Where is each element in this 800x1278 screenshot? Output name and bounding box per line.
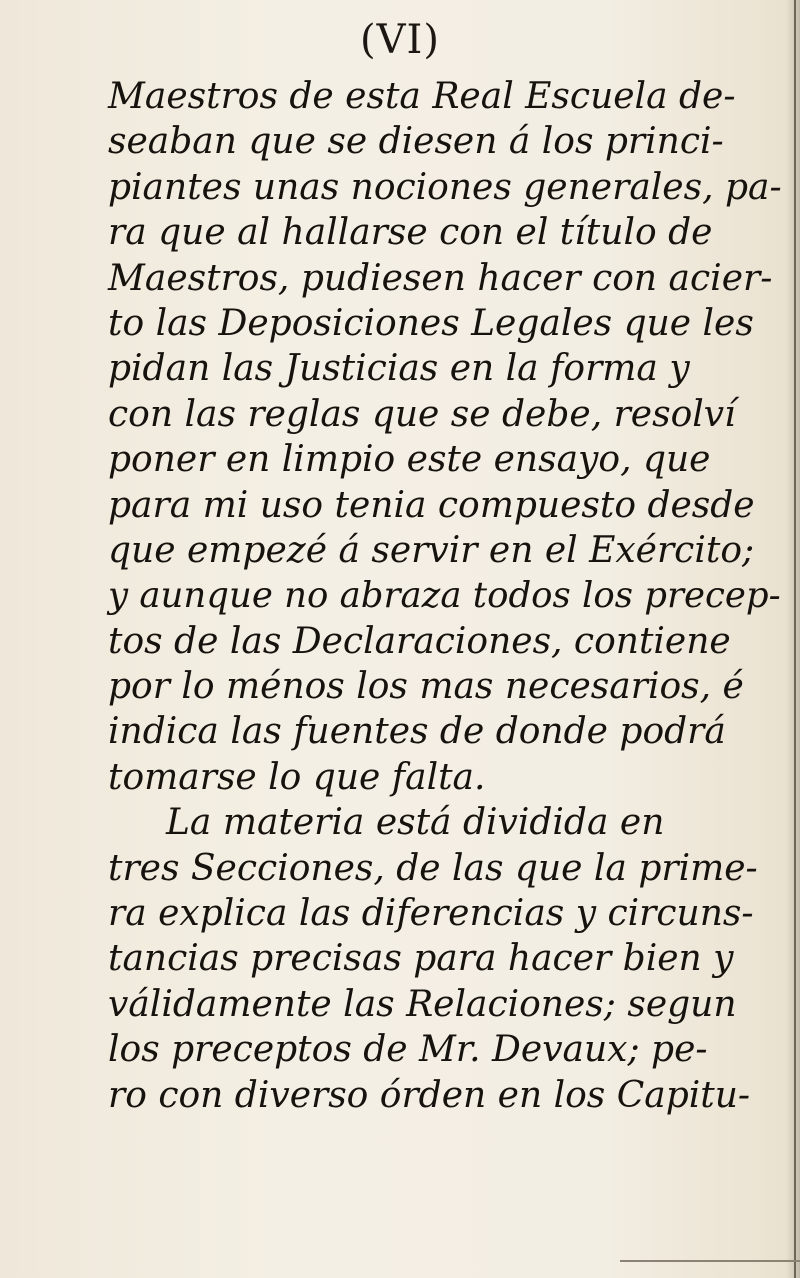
paragraph-first-line: La materia está dividida en (166, 802, 665, 844)
page-edge-line (794, 0, 796, 1278)
text-line: tancias precisas para hacer bien y (108, 938, 734, 980)
text-line: con las reglas que se debe, resolví (108, 393, 736, 435)
text-line: los preceptos de Mr. Devaux; pe- (108, 1029, 708, 1071)
text-line: que empezé á servir en el Exército; (108, 529, 755, 571)
text-line: tres Secciones, de las que la prime- (108, 847, 758, 889)
text-line: Maestros, pudiesen hacer con acier- (108, 257, 773, 299)
text-line: tomarse lo que falta. (108, 756, 486, 798)
text-line: piantes unas nociones generales, pa- (108, 166, 782, 208)
page-edge-shadow (786, 0, 800, 1278)
text-line: pidan las Justicias en la forma y (108, 348, 690, 390)
text-line: ro con diverso órden en los Capitu- (108, 1074, 751, 1116)
text-line: seaban que se diesen á los princi- (108, 121, 724, 163)
text-line: ra explica las diferencias y circuns- (108, 893, 754, 935)
body-text (108, 74, 788, 1118)
text-line: indica las fuentes de donde podrá (108, 711, 726, 753)
text-line: para mi uso tenia compuesto desde (108, 484, 755, 526)
text-line: Maestros de esta Real Escuela de- (108, 76, 736, 117)
text-line: válidamente las Relaciones; segun (108, 983, 737, 1025)
text-line: ra que al hallarse con el título de (108, 212, 713, 254)
text-line: poner en limpio este ensayo, que (108, 439, 711, 481)
page-number-header: (VI) (360, 17, 440, 63)
text-line: tos de las Declaraciones, contiene (108, 620, 731, 662)
text-line: to las Deposiciones Legales que les (108, 302, 754, 344)
page-bottom-edge (620, 1260, 800, 1262)
text-line: por lo ménos los mas necesarios, é (108, 666, 744, 708)
text-line: y aunque no abraza todos los precep- (108, 575, 781, 617)
